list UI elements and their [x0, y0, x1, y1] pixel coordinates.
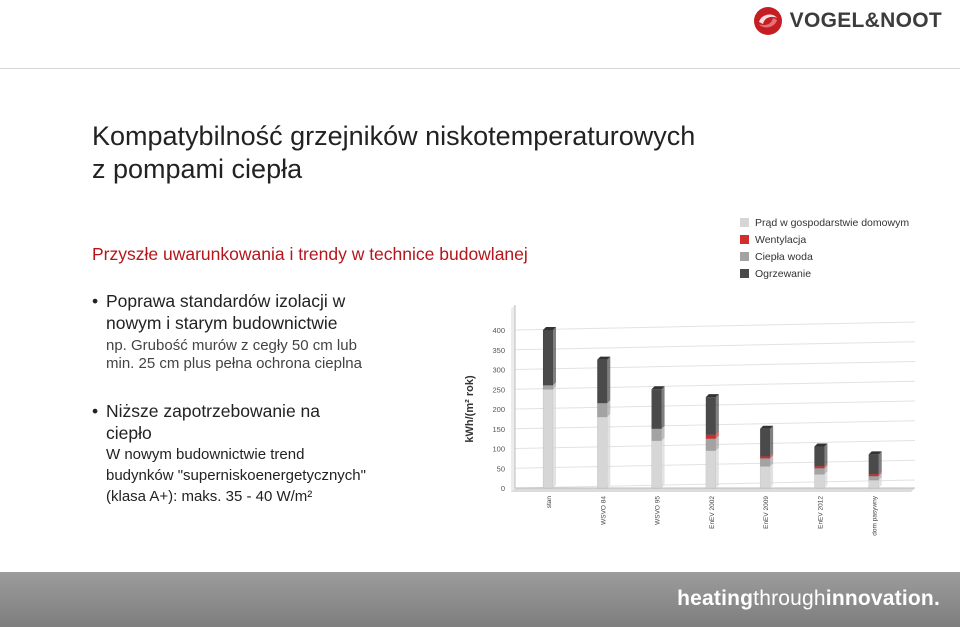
bar-segment — [760, 456, 770, 458]
x-tick-label: WSVO 95 — [654, 496, 662, 525]
x-tick-label: EnEV 2002 — [708, 496, 716, 529]
gridline — [515, 342, 915, 350]
bar-segment — [706, 450, 716, 488]
y-tick-label: 250 — [492, 385, 505, 395]
bullet-2-detail-line-1: W nowym budownictwie trend — [106, 446, 305, 463]
header-bar — [0, 0, 960, 69]
legend-swatch — [740, 235, 749, 244]
x-tick-label: dom pasywny — [871, 496, 879, 536]
bar-segment — [597, 360, 607, 403]
bar-segment — [869, 474, 879, 476]
bar-segment-side — [553, 386, 556, 488]
bar-segment — [706, 435, 716, 439]
tagline-part-1: heating — [677, 587, 754, 610]
title-line-1: Kompatybilność grzejników niskotemperaturowych — [92, 121, 696, 151]
bar-segment-side — [607, 414, 610, 488]
bullet-2-line-2: ciepło — [106, 423, 152, 443]
gridline — [515, 322, 915, 330]
y-tick-label: 100 — [492, 444, 505, 454]
legend-swatch — [740, 269, 749, 278]
bar-segment — [760, 458, 770, 466]
y-tick-label: 0 — [500, 484, 505, 493]
y-tick-label: 300 — [492, 365, 505, 375]
bar-segment-side — [879, 451, 882, 474]
slide-subtitle: Przyszłe uwarunkowania i trendy w technice budowlanej — [92, 244, 528, 264]
y-tick-label: 400 — [492, 326, 505, 335]
bar-segment-side — [607, 357, 610, 403]
chart-side-wall — [511, 305, 515, 492]
bullet-list — [92, 290, 472, 507]
bar-segment-side — [662, 386, 665, 429]
bar-segment — [869, 454, 879, 474]
y-axis-label: kWh/(m² rok) — [464, 375, 476, 443]
legend-label: Ogrzewanie — [755, 268, 812, 280]
title-line-2: z pompami ciepła — [92, 154, 303, 184]
gridline — [515, 362, 915, 370]
tagline-part-3: innovation. — [825, 587, 940, 610]
footer-tagline — [677, 587, 940, 611]
bullet-2-detail-line-3: (klasa A+): maks. 35 - 40 W/m² — [106, 488, 313, 505]
x-tick-label: EnEV 2012 — [817, 496, 825, 529]
bar-segment-side — [824, 444, 827, 467]
logo-text: VOGEL&NOOT — [789, 9, 942, 32]
logo-swirl-icon — [753, 6, 783, 36]
bar-segment — [760, 466, 770, 488]
bar-segment-side — [716, 447, 719, 488]
bar-segment — [652, 429, 662, 441]
bar-segment — [652, 441, 662, 488]
bar-segment — [652, 389, 662, 429]
legend-swatch — [740, 252, 749, 261]
legend-label: Prąd w gospodarstwie domowym — [755, 217, 910, 229]
bar-segment-side — [716, 394, 719, 435]
legend-swatch — [740, 218, 749, 227]
legend-label: Ciepła woda — [755, 251, 813, 263]
footer-bar — [0, 572, 960, 627]
bullet-1-detail-line-2: min. 25 cm plus pełna ochrona cieplna — [106, 355, 362, 372]
bar-segment — [814, 474, 824, 488]
bullet-1 — [92, 290, 472, 334]
bar-segment — [543, 385, 553, 389]
bar-segment — [814, 468, 824, 474]
bar-segment-side — [553, 327, 556, 385]
slide-title — [92, 120, 832, 186]
bullet-2-detail-line-2: budynków "superniskoenergetycznych" — [106, 467, 366, 484]
bar-segment — [706, 397, 716, 435]
gridline — [515, 381, 915, 389]
energy-demand-chart — [455, 205, 955, 560]
x-tick-label: EnEV 2009 — [763, 496, 771, 529]
y-tick-label: 350 — [492, 345, 505, 355]
bar-segment — [597, 403, 607, 417]
bullet-2 — [92, 400, 472, 444]
bar-segment — [543, 330, 553, 385]
bar-segment — [814, 466, 824, 468]
tagline-part-2: through — [753, 587, 826, 610]
y-tick-label: 50 — [496, 464, 505, 474]
vogel-noot-logo — [753, 4, 942, 38]
bar-segment-side — [662, 438, 665, 488]
bar-segment — [760, 429, 770, 457]
bar-segment — [869, 476, 879, 480]
bullet-1-line-2: nowym i starym budownictwie — [106, 313, 338, 333]
y-tick-label: 150 — [492, 424, 505, 434]
bar-segment-side — [770, 426, 773, 457]
bullet-2-line-1: • Niższe zapotrzebowanie na — [106, 401, 321, 421]
chart-floor — [511, 488, 915, 492]
bullet-2-detail — [92, 444, 472, 507]
bullet-1-detail-line-1: np. Grubość murów z cegły 50 cm lub — [106, 337, 357, 354]
y-tick-label: 200 — [492, 405, 505, 414]
bar-segment — [814, 447, 824, 467]
bar-segment — [597, 417, 607, 488]
bar-segment-side — [770, 463, 773, 488]
bar-segment — [706, 439, 716, 451]
bullet-1-detail — [92, 337, 472, 373]
bar-segment — [869, 480, 879, 488]
legend-label: Wentylacja — [755, 234, 807, 246]
x-tick-label: stan — [546, 496, 553, 509]
x-tick-label: WSVO 84 — [600, 496, 608, 525]
bullet-1-line-1: • Poprawa standardów izolacji w — [106, 291, 346, 311]
bar-segment — [543, 389, 553, 488]
